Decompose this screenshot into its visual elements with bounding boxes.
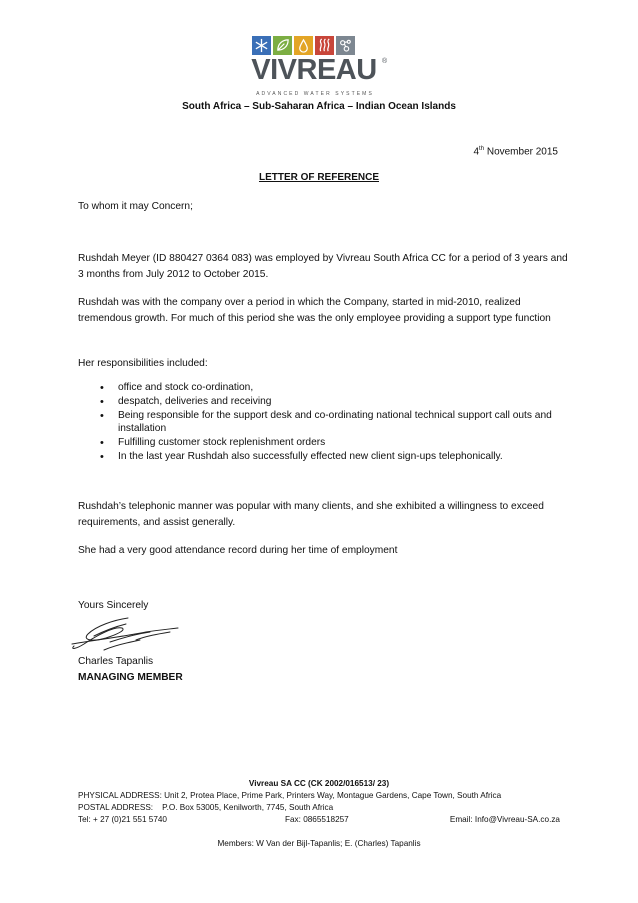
footer-tel: Tel: + 27 (0)21 551 5740 (78, 815, 167, 824)
paragraph-telephonic-manner: Rushdah’s telephonic manner was popular with many clients, and she exhibited a willingness to exceed requirements, and assist generally. (78, 501, 544, 528)
vivreau-logo (246, 36, 392, 106)
list-item: • office and stock co-ordination, (78, 382, 558, 395)
list-item: • despatch, deliveries and receiving (78, 396, 558, 409)
salutation: To whom it may Concern; (78, 201, 193, 212)
footer-fax: Fax: 0865518257 (285, 815, 349, 824)
molecule-icon (336, 36, 355, 55)
paragraph-attendance: She had a very good attendance record during her time of employment (78, 545, 398, 556)
footer-company: Vivreau SA CC (CK 2002/016513/ 23) (248, 779, 390, 788)
registered-mark: ® (382, 58, 388, 65)
paragraph-company-growth: Rushdah was with the company over a period in which the Company, started in mid-2010, realized tremendous growth. For much of this period she was the only employee providing a support type function (78, 297, 551, 324)
leaf-icon (273, 36, 292, 55)
signature-image (66, 612, 184, 658)
paragraph-employment: Rushdah Meyer (ID 880427 0364 083) was employed by Vivreau South Africa CC for a period of 3 years and 3 months from July 2012 to October 2015. (78, 253, 568, 280)
paragraph-responsibilities-intro: Her responsibilities included: (78, 358, 208, 369)
closing: Yours Sincerely (78, 600, 149, 611)
footer-members: Members: W Van der Bijl-Tapanlis; E. (Charles) Tapanlis (217, 839, 421, 848)
responsibilities-list (78, 382, 558, 465)
date-rest: November 2015 (484, 146, 558, 158)
logo-icon-tiles (252, 36, 355, 55)
list-item: • Being responsible for the support desk and co-ordinating national technical support call outs and installation (78, 410, 558, 435)
snowflake-icon (252, 36, 271, 55)
footer-postal-address: POSTAL ADDRESS: P.O. Box 53005, Kenilworth, 7745, South Africa (78, 803, 334, 812)
list-item: • In the last year Rushdah also successfully effected new client sign-ups telephonically. (78, 451, 558, 464)
signatory-title: MANAGING MEMBER (78, 672, 183, 683)
date-day: 4 (473, 146, 480, 158)
footer-physical-address: PHYSICAL ADDRESS: Unit 2, Protea Place, Prime Park, Printers Way, Montague Gardens, Cape Town, South Africa (78, 791, 502, 800)
brand-tagline: ADVANCED WATER SYSTEMS (256, 91, 374, 97)
drop-icon (294, 36, 313, 55)
letter-heading: LETTER OF REFERENCE (258, 172, 379, 183)
letter-date (473, 146, 558, 157)
footer-email: Email: Info@Vivreau-SA.co.za (449, 815, 560, 824)
list-item: • Fulfilling customer stock replenishment orders (78, 437, 558, 450)
steam-icon (315, 36, 334, 55)
brand-name: VIVREAU (251, 54, 377, 86)
signatory-name: Charles Tapanlis (78, 656, 154, 667)
service-regions: South Africa – Sub-Saharan Africa – Indian Ocean Islands (182, 101, 456, 112)
date-suffix: th (479, 146, 485, 152)
